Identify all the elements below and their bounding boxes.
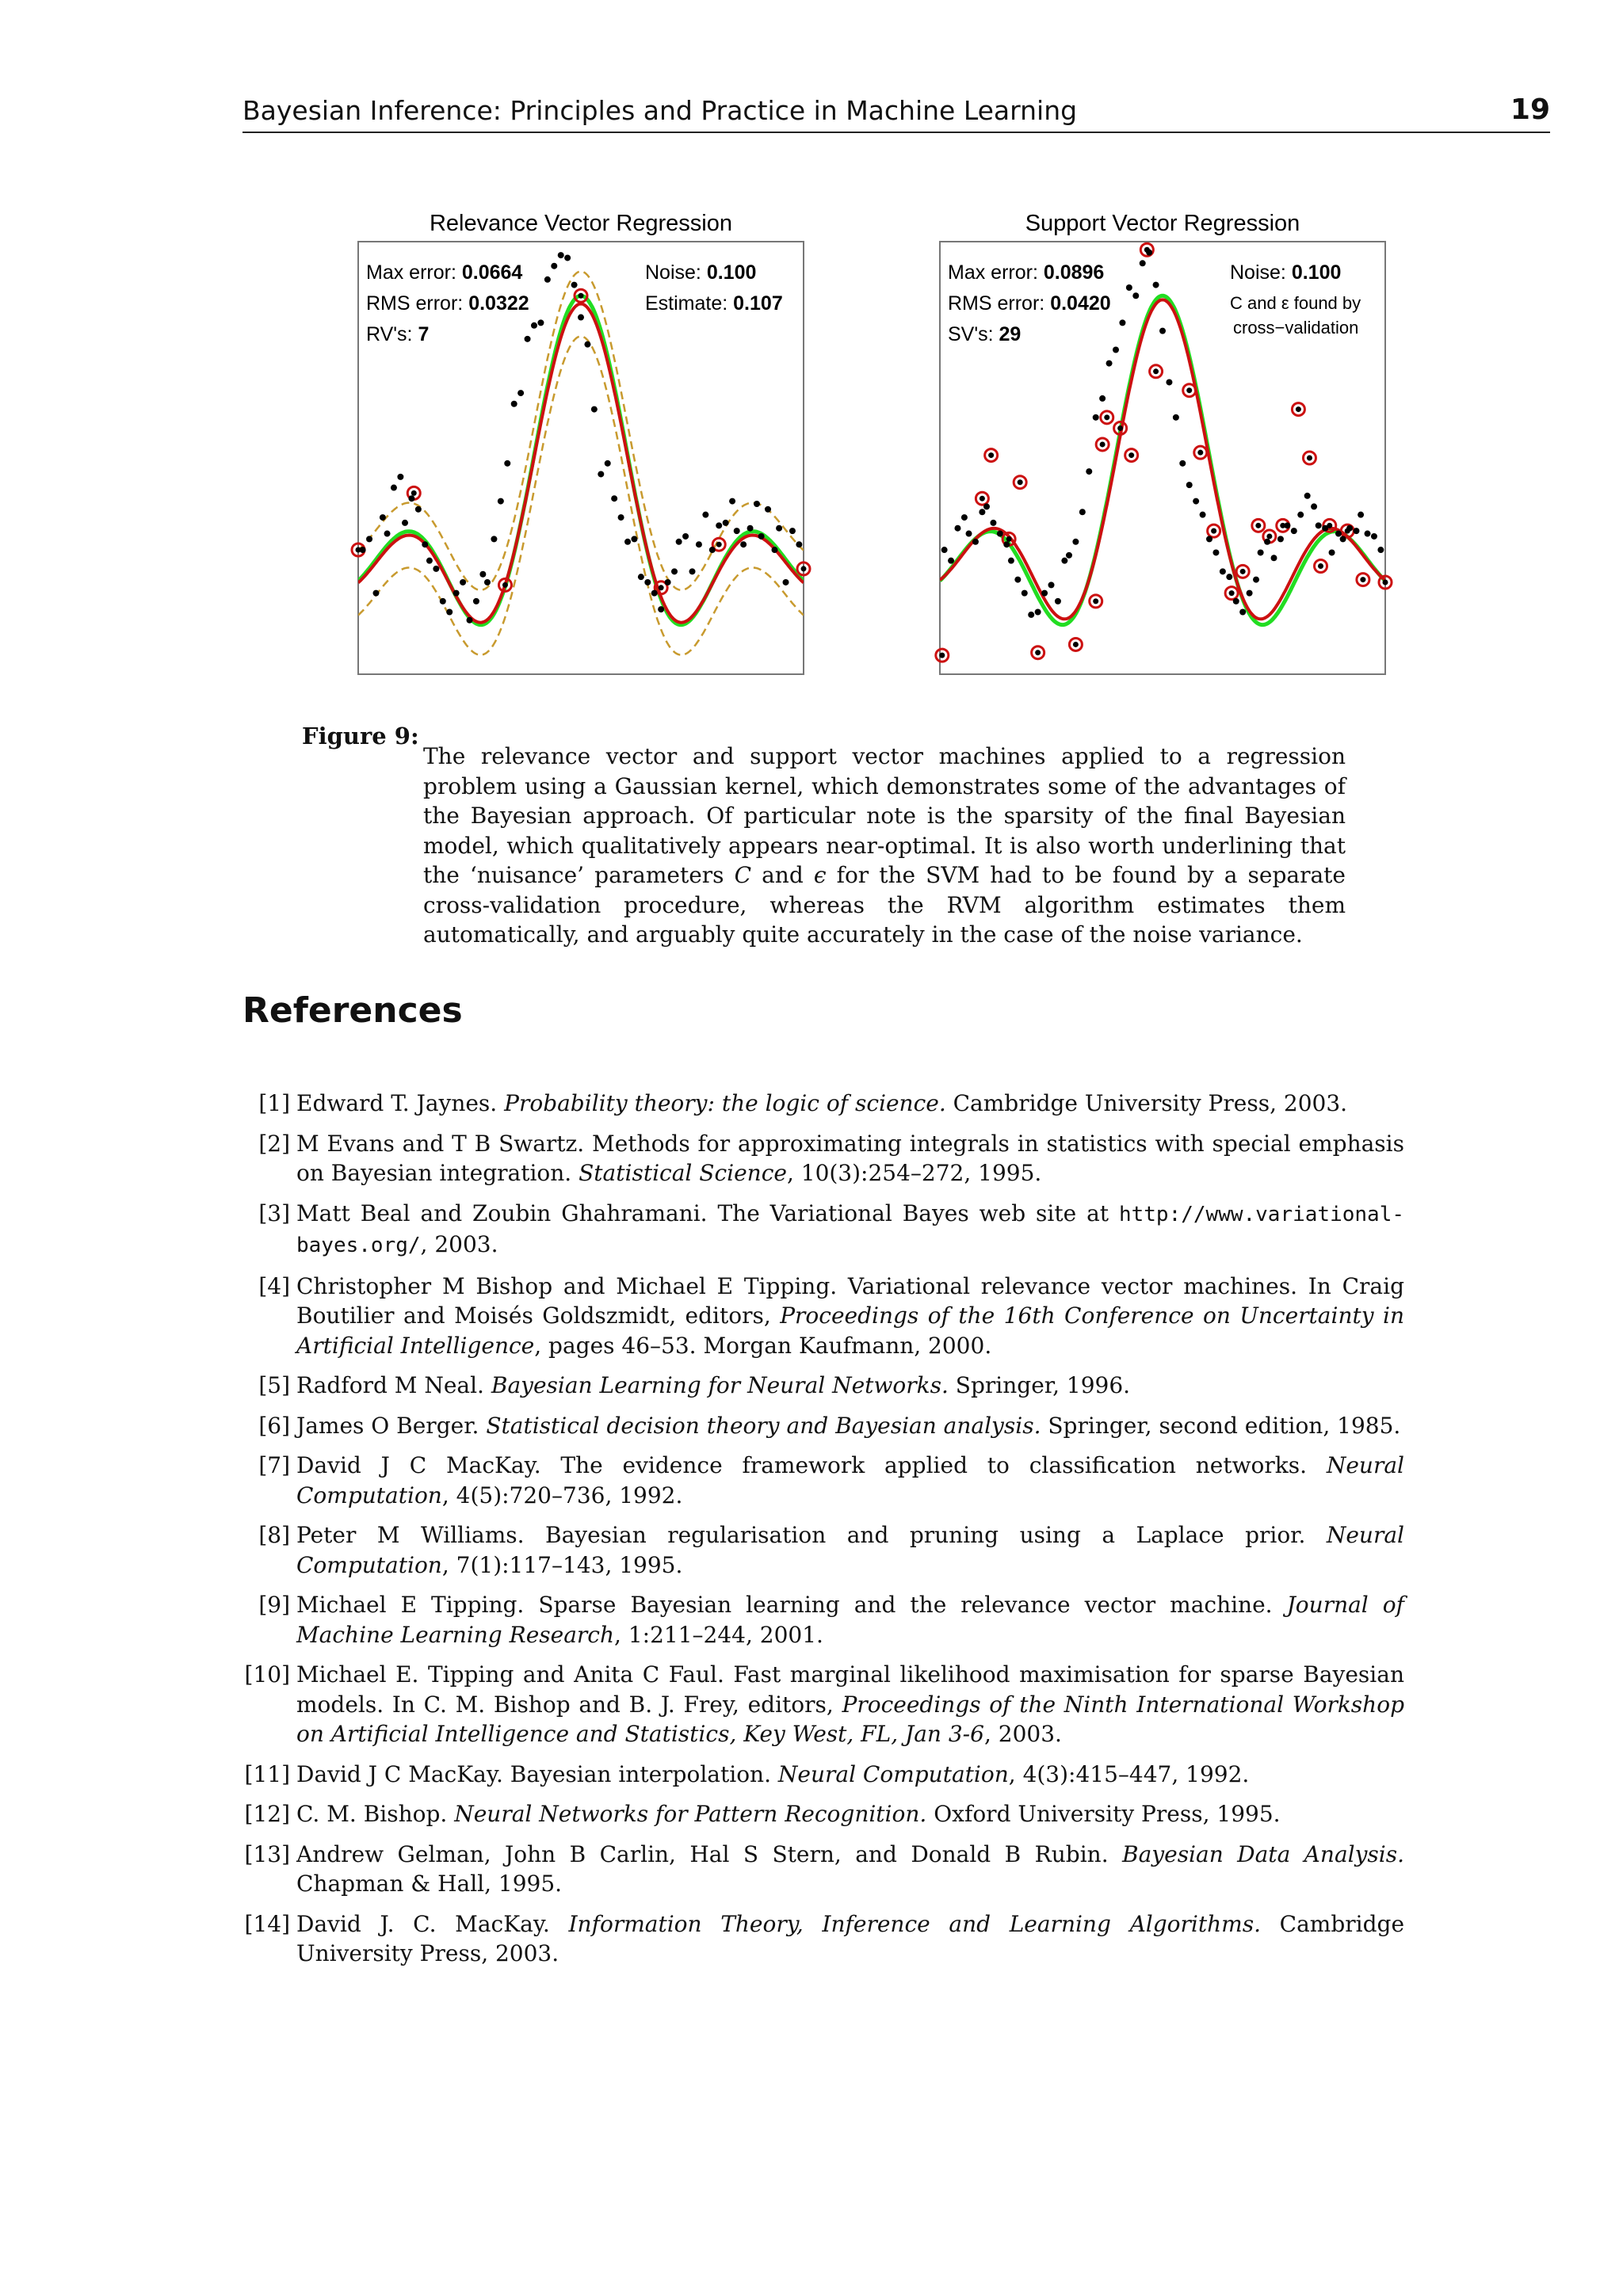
- data-point: [1335, 531, 1342, 537]
- data-point: [1072, 539, 1079, 545]
- data-point: [1253, 577, 1259, 583]
- reference-pre-text: David J. C. MacKay.: [296, 1910, 569, 1937]
- data-point: [397, 474, 403, 480]
- support-vector-point: [1345, 528, 1350, 534]
- support-vector-point: [1128, 452, 1134, 458]
- reference-pre-text: David J C MacKay. Bayesian interpolation.: [296, 1760, 778, 1787]
- reference-mono-text: http://www.variational-bayes.org/: [296, 1202, 1404, 1257]
- svr-plot-title: Support Vector Regression: [1025, 211, 1300, 236]
- support-vector-point: [1255, 523, 1261, 528]
- data-point: [1206, 536, 1212, 542]
- reference-entry: [242, 1371, 1404, 1401]
- data-point: [1304, 493, 1311, 499]
- data-point: [479, 571, 486, 578]
- support-vector-point: [502, 582, 508, 588]
- data-point: [484, 579, 491, 585]
- support-vector-point: [1100, 441, 1106, 447]
- data-point: [1316, 522, 1322, 528]
- data-point: [682, 533, 689, 540]
- svr-cv-line1: C and ε found by: [1230, 293, 1361, 313]
- data-point: [525, 336, 531, 342]
- support-vector-point: [1318, 563, 1323, 569]
- reference-pre-text: David J C MacKay. The evidence framework applied to classification networks.: [296, 1452, 1327, 1478]
- data-point: [702, 512, 708, 518]
- svr-max-error-text: Max error: 0.0896: [948, 261, 1105, 284]
- data-point: [1008, 558, 1014, 564]
- support-vector-point: [716, 542, 722, 547]
- data-point: [983, 503, 990, 509]
- reference-it-text: Neural Computation: [296, 1452, 1404, 1508]
- rvr-count-text: RV's: 7: [366, 323, 430, 345]
- data-point: [972, 539, 979, 545]
- data-point: [498, 498, 504, 505]
- support-vector-point: [659, 585, 664, 590]
- data-point: [966, 531, 972, 537]
- reference-post-text: Springer, second edition, 1985.: [1041, 1412, 1401, 1439]
- data-point: [1193, 498, 1199, 505]
- rvr-max-error-text: Max error: 0.0664: [366, 261, 523, 284]
- data-point: [433, 566, 439, 572]
- reference-entry: [242, 1909, 1404, 1969]
- reference-number: [10]: [244, 1661, 290, 1688]
- reference-post-text: Cambridge University Press, 2003.: [945, 1090, 1348, 1116]
- running-header: [242, 93, 1550, 133]
- reference-number: [9]: [258, 1592, 290, 1618]
- reference-pre-text: Edward T. Jaynes.: [296, 1090, 505, 1116]
- data-point: [1353, 528, 1359, 534]
- data-point: [1377, 547, 1384, 553]
- reference-number: [5]: [258, 1372, 290, 1398]
- data-point: [426, 558, 433, 564]
- data-point: [1086, 468, 1092, 475]
- reference-entry: [242, 1272, 1404, 1361]
- data-point: [408, 495, 414, 502]
- data-point: [564, 254, 571, 261]
- data-point: [1264, 539, 1270, 545]
- data-point: [1022, 590, 1028, 597]
- data-point: [658, 606, 664, 612]
- data-point: [709, 547, 716, 553]
- reference-entry: [242, 1660, 1404, 1749]
- data-point: [1277, 536, 1284, 542]
- data-point: [671, 568, 678, 574]
- support-vector-point: [1280, 523, 1285, 528]
- data-point: [1140, 260, 1146, 266]
- data-point: [1035, 609, 1041, 616]
- data-point: [1247, 590, 1253, 597]
- reference-post-text: Chapman & Hall, 1995.: [296, 1871, 563, 1897]
- support-vector-point: [1240, 569, 1246, 574]
- references-list: [242, 1089, 1404, 1979]
- data-point: [578, 315, 584, 321]
- data-point: [990, 520, 996, 526]
- data-point: [1239, 609, 1246, 616]
- data-point: [1028, 612, 1034, 618]
- reference-entry: [242, 1760, 1404, 1790]
- data-point: [1061, 558, 1067, 564]
- support-vector-point: [988, 452, 994, 458]
- reference-pre-text: Radford M Neal.: [296, 1372, 491, 1398]
- figure-caption: The relevance vector and support vector machines applied to a regression problem using a Gaussian kernel, which demonstrates some of the advantages of the Bayesian approach. Of particular note is the sparsity of the final Bayesian model, which qualitatively appears near-optimal. It is also worth underlining that the ‘nuisance’ parameters C and ϵ for the SVM had to be found by a separate cross-validation procedure, whereas the RVM algorithm estimates them automatically, and arguably quite accurately in the case of the noise variance.: [423, 743, 1346, 948]
- data-point: [415, 506, 422, 513]
- reference-it-text: Proceedings of the 16th Conference on Uncertainty in Artificial Intelligence: [296, 1302, 1404, 1359]
- data-point: [473, 598, 479, 605]
- reference-it-text: Proceedings of the Ninth International Workshop on Artificial Intelligence and Statistics, Key West, FL, Jan 3-6: [296, 1691, 1404, 1747]
- data-point: [1159, 328, 1166, 334]
- reference-number: [8]: [258, 1522, 290, 1548]
- rvr-estimate-text: Estimate: 0.107: [645, 292, 783, 315]
- data-point: [1119, 319, 1125, 326]
- reference-post-text: , 7(1):117–143, 1995.: [441, 1551, 683, 1578]
- data-point: [402, 520, 408, 526]
- reference-entry: [242, 1799, 1404, 1829]
- data-point: [665, 579, 671, 585]
- data-point: [1041, 590, 1048, 597]
- data-point: [544, 277, 551, 283]
- data-point: [1153, 282, 1159, 288]
- data-point: [1079, 509, 1086, 515]
- data-point: [1358, 512, 1364, 518]
- data-point: [771, 547, 777, 553]
- data-point: [716, 522, 722, 528]
- data-point: [517, 390, 524, 396]
- data-point: [1371, 533, 1377, 540]
- support-vector-point: [801, 566, 807, 571]
- reference-number: [4]: [258, 1272, 290, 1299]
- reference-post-text: , 1:211–244, 2001.: [614, 1621, 823, 1648]
- reference-it-text: Information Theory, Inference and Learning Algorithms.: [568, 1910, 1261, 1937]
- support-vector-point: [1035, 650, 1041, 655]
- data-point: [618, 514, 624, 521]
- data-point: [491, 536, 497, 542]
- support-vector-point: [1018, 479, 1023, 485]
- reference-number: [6]: [258, 1412, 290, 1439]
- data-point: [747, 525, 754, 532]
- data-point: [954, 525, 960, 532]
- rvr-noise-text: Noise: 0.100: [645, 261, 757, 284]
- figure-label: Figure 9:: [302, 723, 419, 749]
- data-point: [651, 590, 658, 597]
- reference-post-text: Cambridge University Press, 2003.: [296, 1910, 1405, 1966]
- data-point: [422, 541, 428, 547]
- support-vector-point: [1117, 425, 1123, 431]
- support-vector-point: [1006, 536, 1012, 542]
- data-point: [689, 568, 696, 574]
- svr-count-text: SV's: 29: [948, 323, 1022, 345]
- data-point: [384, 531, 391, 537]
- svr-cv-line2: cross−validation: [1233, 318, 1359, 338]
- data-point: [1166, 379, 1172, 385]
- reference-post-text: , 2003.: [983, 1721, 1062, 1747]
- data-point: [467, 617, 473, 624]
- data-point: [460, 579, 466, 585]
- data-point: [1340, 536, 1346, 542]
- reference-number: [14]: [244, 1910, 290, 1937]
- reference-pre-text: Christopher M Bishop and Michael E Tipping. Variational relevance vector machines. In Craig Boutilier and Moisés Goldszmidt, editors,: [296, 1272, 1404, 1329]
- data-point: [504, 460, 510, 467]
- reference-entry: [242, 1089, 1404, 1119]
- reference-post-text: Oxford University Press, 1995.: [926, 1801, 1281, 1827]
- reference-post-text: , 4(5):720–736, 1992.: [441, 1482, 683, 1508]
- data-point: [1132, 292, 1139, 299]
- reference-pre-text: Andrew Gelman, John B Carlin, Hal S Stern, and Donald B Rubin.: [296, 1840, 1123, 1867]
- reference-entry: [242, 1590, 1404, 1650]
- data-point: [1329, 549, 1335, 555]
- support-vector-point: [980, 496, 985, 502]
- reference-number: [7]: [258, 1452, 290, 1478]
- reference-pre-text: Peter M Williams. Bayesian regularisation and pruning using a Laplace prior.: [296, 1522, 1327, 1548]
- data-point: [789, 528, 796, 534]
- reference-entry: [242, 1520, 1404, 1580]
- reference-number: [12]: [244, 1801, 290, 1827]
- data-point: [676, 539, 682, 545]
- support-vector-point: [1211, 528, 1216, 534]
- data-point: [1311, 503, 1317, 509]
- reference-pre-text: James O Berger.: [296, 1412, 487, 1439]
- reference-post-text: Springer, 1996.: [948, 1372, 1131, 1398]
- data-point: [758, 533, 765, 540]
- data-point: [1113, 347, 1119, 353]
- data-point: [511, 401, 517, 407]
- support-vector-point: [1073, 642, 1079, 647]
- reference-post-text: , pages 46–53. Morgan Kaufmann, 2000.: [534, 1332, 992, 1359]
- support-vector-point: [1104, 414, 1109, 420]
- data-point: [1271, 555, 1277, 561]
- reference-post-text: , 2003.: [420, 1231, 498, 1257]
- support-vector-point: [411, 490, 417, 496]
- data-point: [537, 319, 544, 326]
- reference-number: [11]: [244, 1760, 290, 1787]
- data-point: [941, 547, 948, 553]
- data-point: [611, 495, 617, 502]
- reference-entry: [242, 1411, 1404, 1441]
- reference-pre-text: Matt Beal and Zoubin Ghahramani. The Variational Bayes web site at: [296, 1199, 1119, 1226]
- data-point: [765, 506, 771, 513]
- support-vector-point: [1144, 247, 1150, 253]
- data-point: [644, 579, 651, 585]
- data-point: [997, 531, 1003, 537]
- data-point: [1179, 460, 1186, 467]
- support-vector-point: [1383, 579, 1388, 585]
- data-point: [1226, 574, 1232, 580]
- data-point: [372, 590, 379, 597]
- data-point: [1173, 414, 1179, 421]
- data-point: [696, 541, 702, 547]
- data-point: [734, 528, 740, 534]
- data-point: [1186, 482, 1193, 488]
- support-vector-point: [1093, 598, 1098, 604]
- data-point: [1365, 531, 1371, 537]
- reference-entry: [242, 1840, 1404, 1899]
- data-point: [1099, 395, 1106, 402]
- reference-entry: [242, 1129, 1404, 1188]
- page-number: 19: [1510, 93, 1550, 126]
- header-title: Bayesian Inference: Principles and Practice in Machine Learning: [242, 95, 1078, 126]
- reference-pre-text: M Evans and T B Swartz. Methods for approximating integrals in statistics with special emphasis on Bayesian integration.: [296, 1130, 1404, 1186]
- data-point: [796, 541, 802, 547]
- reference-it-text: Probability theory: the logic of science.: [504, 1090, 946, 1116]
- support-vector-point: [1266, 533, 1272, 539]
- reference-pre-text: Michael E Tipping. Sparse Bayesian learning and the relevance vector machine.: [296, 1592, 1287, 1618]
- data-point: [979, 509, 985, 515]
- reference-entry: [242, 1199, 1404, 1261]
- data-point: [783, 579, 789, 585]
- data-point: [380, 514, 386, 521]
- data-point: [531, 322, 537, 329]
- rvr-rms-error-text: RMS error: 0.0322: [366, 292, 529, 315]
- support-vector-point: [1153, 368, 1159, 374]
- data-point: [631, 536, 637, 542]
- data-point: [1233, 598, 1239, 605]
- support-vector-point: [579, 293, 584, 299]
- data-point: [1014, 577, 1021, 583]
- reference-it-text: Bayesian Data Analysis.: [1122, 1840, 1404, 1867]
- data-point: [605, 460, 611, 467]
- data-point: [776, 525, 782, 532]
- reference-pre-text: C. M. Bishop.: [296, 1801, 455, 1827]
- data-point: [440, 598, 446, 605]
- support-vector-point: [939, 653, 945, 658]
- data-point: [446, 609, 453, 616]
- data-point: [584, 341, 590, 348]
- data-point: [1220, 568, 1226, 574]
- reference-it-text: Journal of Machine Learning Research: [296, 1592, 1404, 1648]
- data-point: [1258, 549, 1264, 555]
- data-point: [638, 574, 644, 580]
- support-vector-point: [1296, 406, 1301, 412]
- data-point: [1126, 284, 1132, 291]
- reference-number: [13]: [244, 1840, 290, 1867]
- data-point: [1291, 528, 1297, 534]
- support-vector-point: [1360, 577, 1365, 582]
- data-point: [453, 590, 460, 597]
- data-point: [961, 514, 968, 521]
- reference-number: [3]: [258, 1199, 290, 1226]
- reference-post-text: , 10(3):254–272, 1995.: [786, 1160, 1042, 1186]
- data-point: [1055, 598, 1061, 605]
- data-point: [740, 541, 747, 547]
- data-point: [729, 498, 735, 505]
- data-point: [1048, 582, 1055, 588]
- svr-plot: [940, 242, 1385, 674]
- support-vector-point: [1186, 387, 1192, 393]
- data-point: [948, 558, 954, 564]
- data-point: [558, 252, 564, 258]
- data-point: [723, 520, 729, 526]
- data-point: [1093, 414, 1099, 421]
- data-point: [551, 263, 557, 269]
- reference-pre-text: Michael E. Tipping and Anita C Faul. Fast marginal likelihood maximisation for sparse Bayesian models. In C. M. Bishop and B. J. Frey, editors,: [296, 1661, 1404, 1718]
- data-point: [598, 471, 604, 477]
- support-vector-point: [356, 547, 361, 553]
- data-point: [1003, 541, 1010, 547]
- support-vector-point: [1229, 590, 1235, 596]
- data-point: [591, 406, 598, 413]
- data-point: [1106, 360, 1113, 367]
- references-heading: References: [242, 990, 463, 1031]
- data-point: [754, 501, 760, 507]
- reference-it-text: Neural Networks for Pattern Recognition.: [454, 1801, 927, 1827]
- rvr-plot-title: Relevance Vector Regression: [429, 211, 733, 236]
- data-point: [391, 485, 397, 491]
- data-point: [571, 282, 578, 288]
- reference-number: [1]: [258, 1090, 290, 1116]
- reference-it-text: Statistical Science: [579, 1160, 787, 1186]
- reference-entry: [242, 1451, 1404, 1510]
- reference-it-text: Statistical decision theory and Bayesian analysis.: [486, 1412, 1041, 1439]
- data-point: [1212, 549, 1219, 555]
- svr-rms-error-text: RMS error: 0.0420: [948, 292, 1111, 315]
- reference-it-text: Neural Computation: [777, 1760, 1009, 1787]
- support-vector-point: [1307, 456, 1312, 461]
- data-point: [366, 536, 372, 542]
- rvr-plot: [358, 242, 804, 674]
- data-point: [1297, 512, 1304, 518]
- data-point: [1066, 552, 1072, 559]
- reference-post-text: , 4(3):415–447, 1992.: [1008, 1760, 1250, 1787]
- svr-noise-text: Noise: 0.100: [1230, 261, 1342, 284]
- data-point: [624, 539, 631, 545]
- reference-number: [2]: [258, 1130, 290, 1157]
- reference-it-text: Bayesian Learning for Neural Networks.: [491, 1372, 949, 1398]
- data-point: [1200, 512, 1206, 518]
- support-vector-point: [1327, 523, 1332, 528]
- support-vector-point: [1197, 450, 1203, 456]
- reference-it-text: Neural Computation: [296, 1522, 1404, 1578]
